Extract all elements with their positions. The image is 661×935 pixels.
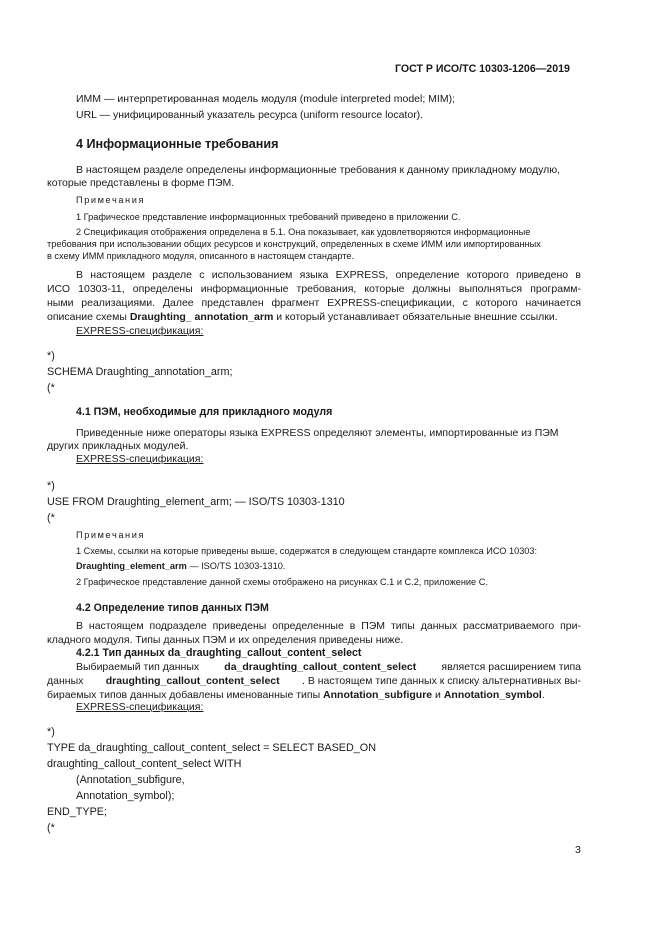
abbreviation-imm: ИММ — интерпретированная модель модуля (module interpreted model; MIM); — [76, 93, 456, 105]
code-line: SCHEMA Draughting_annotation_arm; — [47, 366, 233, 378]
code-line: draughting_callout_content_select WITH — [47, 758, 242, 770]
code-line: (* — [47, 512, 55, 524]
code-line: (* — [47, 822, 55, 834]
note-1: 1 Схемы, ссылки на которые приведены выше, содержатся в следующем стандарте комплекса ИСО 10303: — [76, 546, 538, 556]
note-1-reference: Draughting_element_arm — ISO/TS 10303-1310. — [76, 561, 286, 571]
section-4-heading: 4 Информационные требования — [76, 137, 279, 151]
section-4-2-para-line2: кладного модуля. Типы данных ПЭМ и их определения приведены ниже. — [47, 634, 404, 646]
document-id-header: ГОСТ Р ИСО/ТС 10303-1206—2019 — [395, 63, 570, 75]
section-4-para2-line2: ИСО 10303-11, определены информационные требования, которые должны выполняться программ- — [47, 283, 581, 295]
abbreviation-url: URL — унифицированный указатель ресурса (uniform resource locator). — [76, 109, 424, 121]
section-4-para2-line1: В настоящем разделе с использованием языка EXPRESS, определение которого приведено в — [76, 269, 581, 281]
section-4-para1-line1: В настоящем разделе определены информационные требования к данному прикладному модулю, — [76, 164, 561, 176]
section-4-para1-line2: которые представлены в форме ПЭМ. — [47, 177, 235, 189]
section-4-2-heading: 4.2 Определение типов данных ПЭМ — [76, 602, 269, 614]
notes-title: Примечания — [76, 530, 146, 540]
section-4-2-para-line1: В настоящем подразделе приведены определенные в ПЭМ типы данных рассматриваемого при- — [76, 620, 581, 632]
express-spec-label: EXPRESS-спецификация: — [76, 701, 204, 713]
code-line: END_TYPE; — [47, 806, 107, 818]
code-line: TYPE da_draughting_callout_content_select = SELECT BASED_ON — [47, 742, 376, 754]
note-2-line3: в схему ИММ прикладного модуля, описанного в настоящем стандарте. — [47, 251, 355, 261]
section-4-1-heading: 4.1 ПЭМ, необходимые для прикладного модуля — [76, 406, 333, 418]
note-2-line2: требования при использовании общих ресурсов и конструкций, определенных в схеме ИММ или импортированных — [47, 239, 541, 249]
section-4-para2-line4: описание схемы Draughting_ annotation_arm и который устанавливает обязательные внешние ссылки. — [47, 311, 558, 323]
select-para-line1: Выбираемый тип данных da_draughting_callout_content_select является расширением типа — [76, 661, 581, 673]
select-para-line3: бираемых типов данных добавлены именованные типы Annotation_subfigure и Annotation_symbol. — [47, 689, 545, 701]
note-2: 2 Графическое представление данной схемы отображено на рисунках С.1 и С.2, приложение С. — [76, 577, 488, 587]
code-line: *) — [47, 726, 55, 738]
section-4-para2-line3: ными реализациями. Далее представлен фрагмент EXPRESS-спецификации, с которого начинается — [47, 297, 581, 309]
section-4-2-1-heading: 4.2.1 Тип данных da_draughting_callout_content_select — [76, 647, 362, 659]
code-line: Annotation_symbol); — [76, 790, 175, 802]
code-line: *) — [47, 480, 55, 492]
section-4-1-para-line2: других прикладных модулей. — [47, 440, 189, 452]
notes-title: Примечания — [76, 195, 146, 205]
code-line: USE FROM Draughting_element_arm; — ISO/TS 10303-1310 — [47, 496, 345, 508]
select-para-line2: данных draughting_callout_content_select . В настоящем типе данных к списку альтернативных вы- — [47, 675, 581, 687]
express-spec-label: EXPRESS-спецификация: — [76, 453, 204, 465]
section-4-1-para-line1: Приведенные ниже операторы языка EXPRESS определяют элементы, импортированные из ПЭМ — [76, 427, 559, 439]
note-2-line1: 2 Спецификация отображения определена в 5.1. Она показывает, как удовлетворяются информационные — [76, 227, 531, 237]
code-line: (* — [47, 382, 55, 394]
code-line: *) — [47, 350, 55, 362]
note-1: 1 Графическое представление информационных требований приведено в приложении С. — [76, 212, 461, 222]
express-spec-label: EXPRESS-спецификация: — [76, 325, 204, 337]
page-number: 3 — [575, 844, 581, 856]
code-line: (Annotation_subfigure, — [76, 774, 185, 786]
